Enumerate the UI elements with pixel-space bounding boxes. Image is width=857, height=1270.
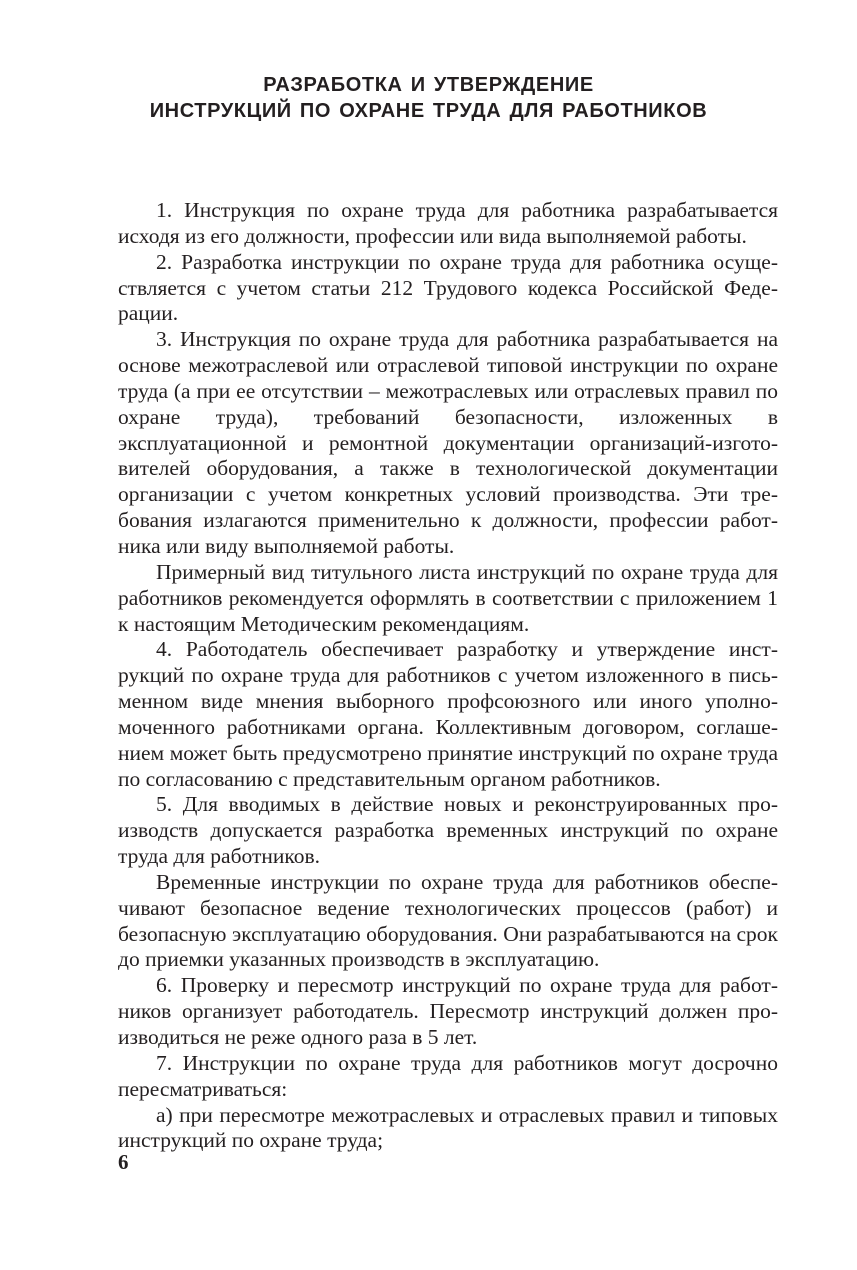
- paragraph-4: 4. Работодатель обеспечивает разработку и утверждение инструкций по охране труда для работников с учетом изложенного в письменном виде мнения выборного профсоюзного или иного уполномоченного работниками органа. Коллективным договором, соглашением может быть предусмотрено принятие инструкций по охране труда по согласованию с представительным органом работников.: [118, 637, 778, 791]
- paragraph-6: 6. Проверку и пересмотр инструкций по охране труда для работников организует работодатель. Пересмотр инструкций должен производиться не реже одного раза в 5 лет.: [118, 973, 778, 1049]
- paragraph-5-temporary: Временные инструкции по охране труда для работников обеспечивают безопасное ведение технологических процессов (работ) и безопасную эксплуатацию оборудования. Они разрабатываются на срок до приемки указанных производств в эксплуатацию.: [118, 869, 778, 972]
- page-heading: [0, 72, 857, 124]
- heading-line-1: РАЗРАБОТКА И УТВЕРЖДЕНИЕ: [263, 74, 594, 96]
- paragraph-1: 1. Инструкция по охране труда для работника разрабатывается исходя из его должности, профессии или вида выполняемой работы.: [118, 198, 778, 248]
- page-number: 6: [118, 1150, 129, 1174]
- paragraph-5: 5. Для вводимых в действие новых и реконструированных производств допускается разработка временных инструкций по охране труда для работников.: [118, 792, 778, 869]
- paragraph-3-title-page: Примерный вид титульного листа инструкций по охране труда для работников рекомендуется оформлять в соответствии с приложением 1 к настоящим Методическим рекомендациям.: [118, 559, 778, 636]
- paragraph-3: 3. Инструкция по охране труда для работника разрабатывается на основе межотраслевой или отраслевой типовой инструкции по охране труда (а при ее отсутствии – межотраслевых или отраслевых правил по охране труда), требований безопасности, изложенных в эксплуатационной и ремонтной документации организаций-изготовителей оборудования, а также в технологической документации организации с учетом конкретных условий производства. Эти требования излагаются применительно к должности, профессии работника или виду выполняемой работы.: [118, 327, 778, 558]
- paragraph-7: 7. Инструкции по охране труда для работников могут досрочно пересматриваться:: [118, 1050, 778, 1101]
- paragraph-2: 2. Разработка инструкции по охране труда для работника осуществляется с учетом статьи 212 Трудового кодекса Российской Федерации.: [118, 249, 778, 326]
- heading-line-2: ИНСТРУКЦИЙ ПО ОХРАНЕ ТРУДА ДЛЯ РАБОТНИКОВ: [149, 100, 708, 122]
- body-text: [118, 198, 778, 1154]
- paragraph-7a: а) при пересмотре межотраслевых и отраслевых правил и типовых инструкций по охране труда;: [118, 1102, 778, 1153]
